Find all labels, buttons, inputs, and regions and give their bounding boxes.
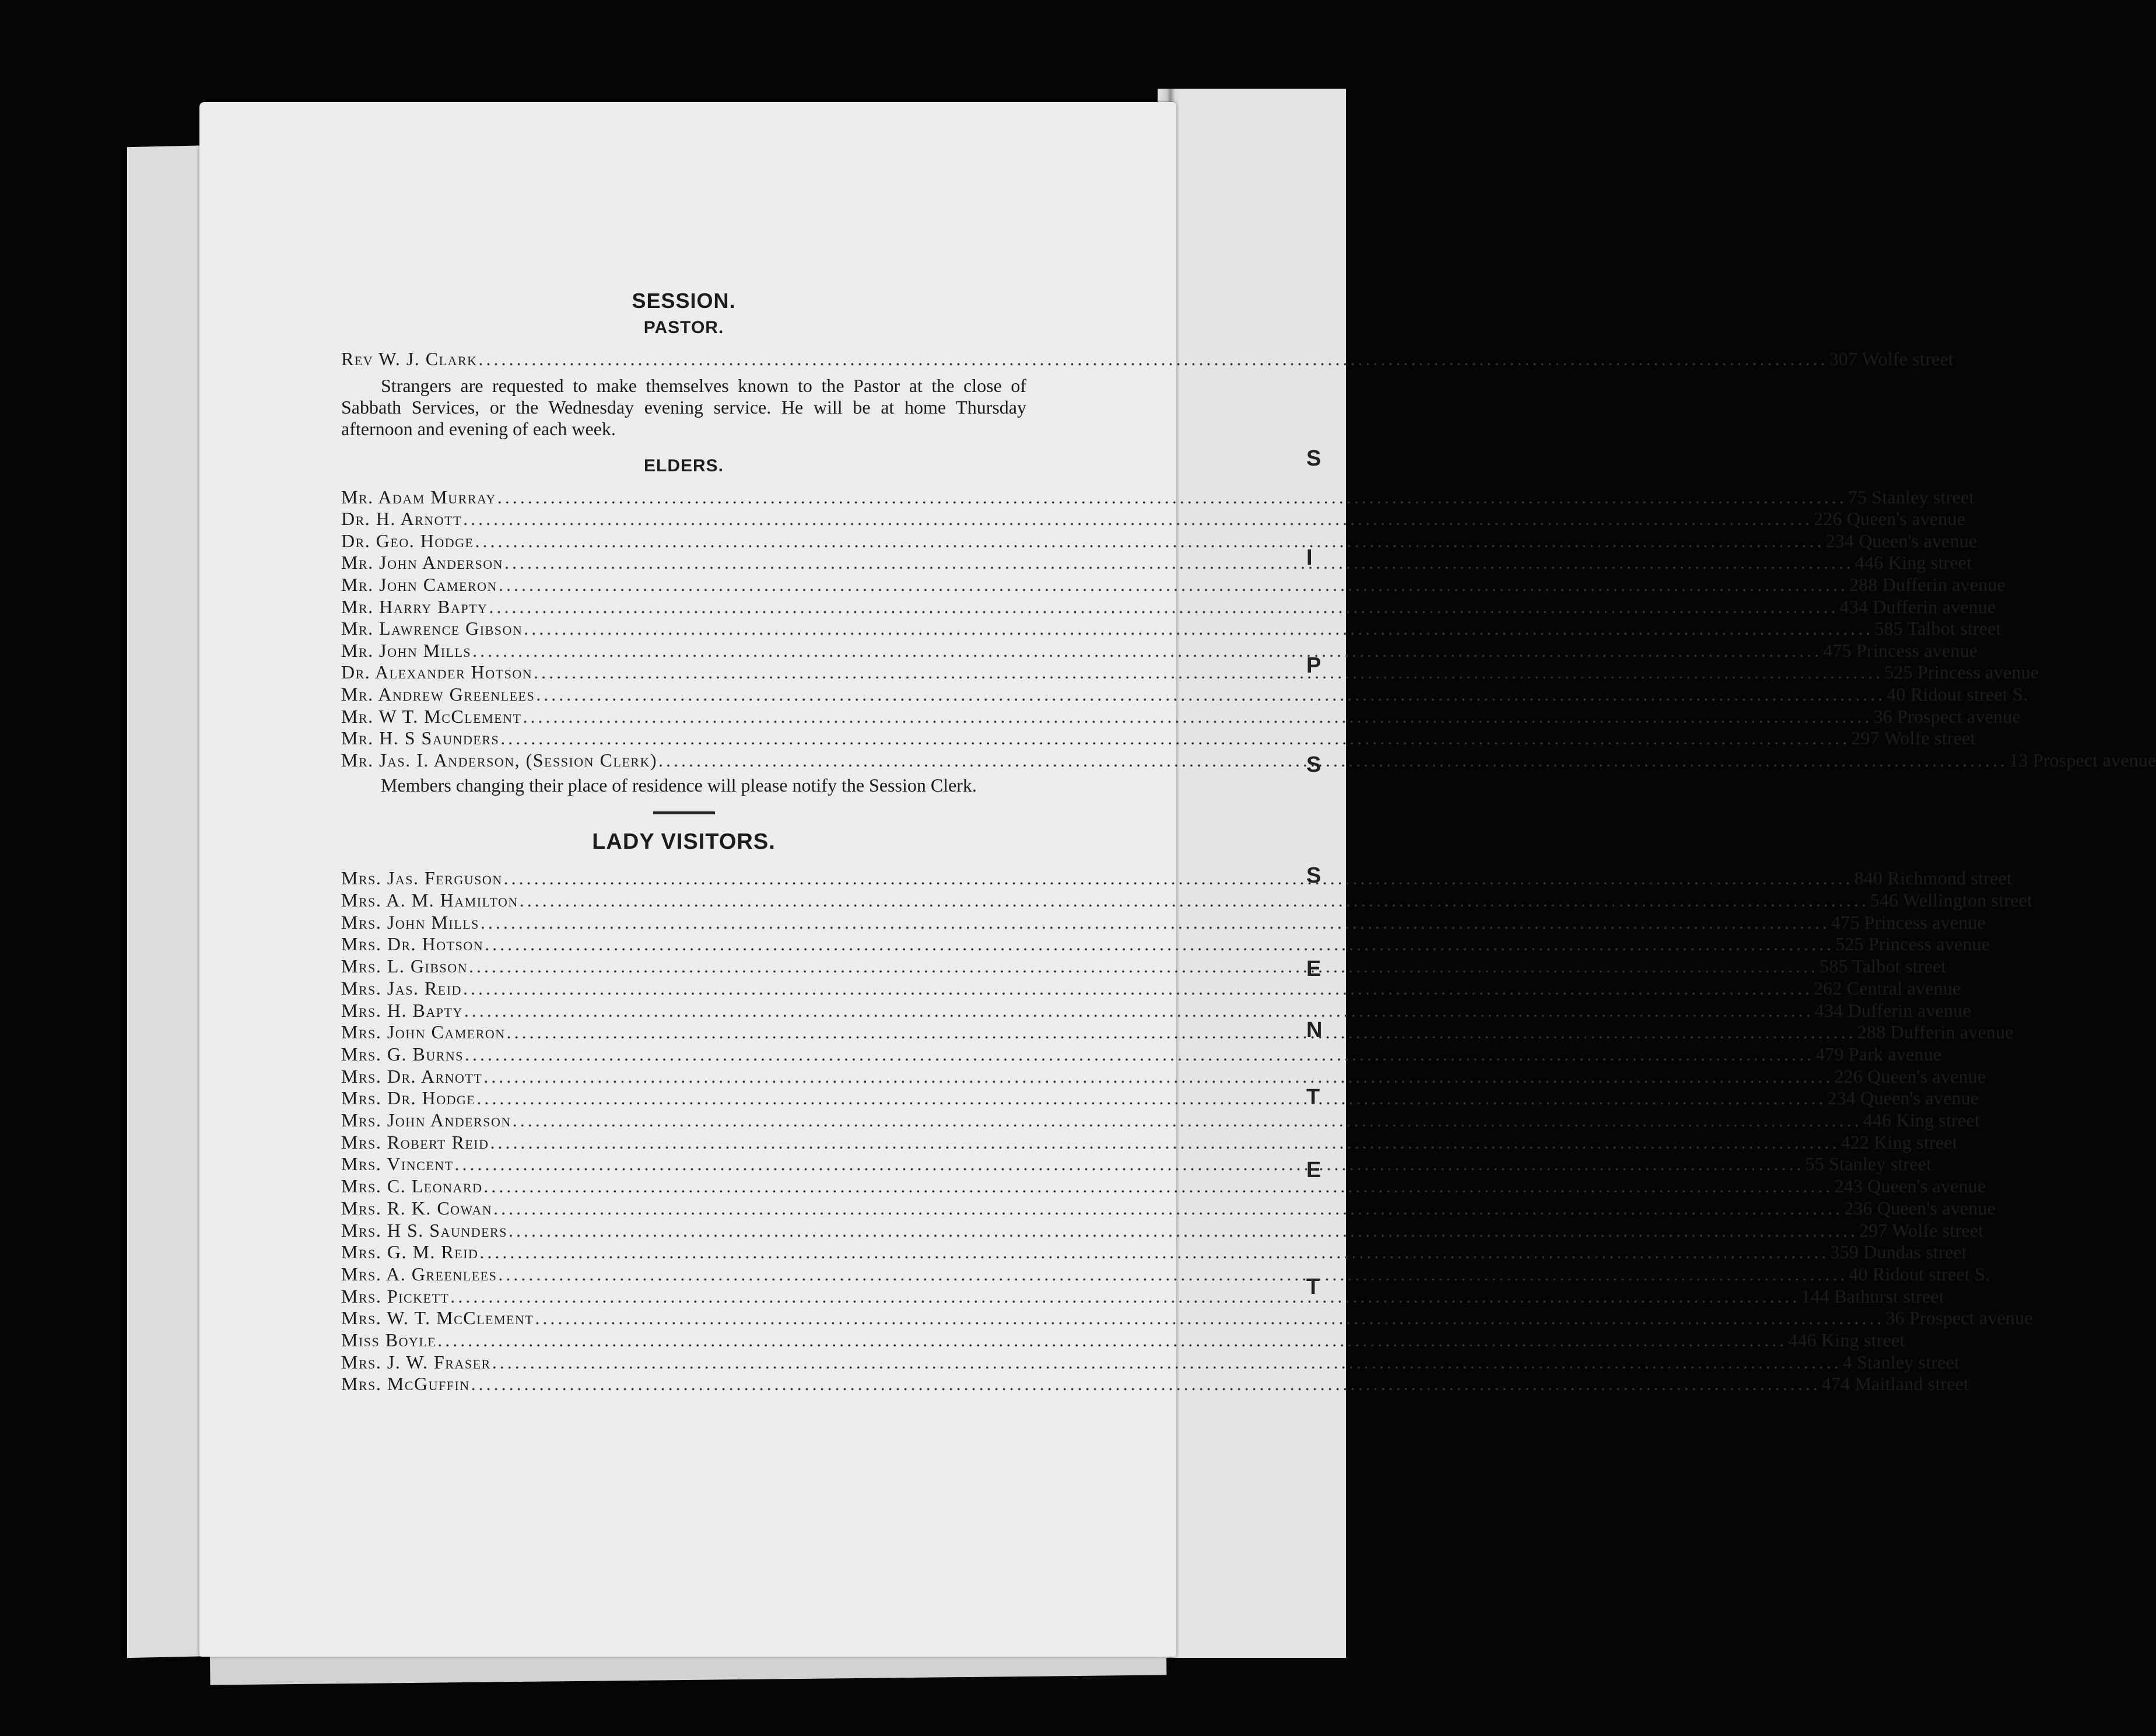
edge-letter: S bbox=[1306, 863, 1321, 888]
list-item bbox=[341, 1307, 2033, 1329]
entry-name: Mr. H. S Saunders bbox=[341, 727, 500, 749]
dot-leader bbox=[463, 978, 1813, 1000]
entry-name: Mr. John Mills bbox=[341, 639, 472, 661]
entry-name: Mrs. A. M. Hamilton bbox=[341, 890, 518, 911]
edge-letter: I bbox=[1306, 545, 1313, 570]
entry-address: 40 Ridout street S. bbox=[1887, 683, 2028, 705]
dot-leader bbox=[489, 596, 1838, 618]
dot-leader bbox=[658, 750, 2008, 772]
entry-name: Mrs. John Anderson bbox=[341, 1110, 511, 1131]
entry-address: 475 Princess avenue bbox=[1823, 639, 1978, 661]
dot-leader bbox=[471, 1373, 1821, 1395]
entry-name: Mrs. Pickett bbox=[341, 1285, 450, 1307]
dot-leader bbox=[492, 1352, 1842, 1374]
entry-address: 297 Wolfe street bbox=[1851, 727, 1976, 749]
edge-letter: E bbox=[1306, 957, 1321, 981]
entry-name: Mrs. C. Leonard bbox=[341, 1175, 483, 1197]
session-heading: SESSION. bbox=[632, 289, 736, 313]
pastor-note: Strangers are requested to make themselves known to the Pastor at the close of Sabbath Services, or the Wednesday evening service. He will be at home Thursday afternoon and evening of each week. bbox=[341, 374, 1026, 439]
entry-name: Mr. John Anderson bbox=[341, 552, 503, 573]
entry-name: Mrs. John Cameron bbox=[341, 1021, 506, 1043]
dot-leader bbox=[499, 574, 1848, 596]
list-item bbox=[341, 1373, 1969, 1395]
dot-leader bbox=[475, 530, 1824, 552]
entry-name: Mrs. Dr. Hodge bbox=[341, 1087, 476, 1109]
entry-address: 359 Dundas street bbox=[1830, 1241, 1967, 1263]
list-item bbox=[341, 956, 1947, 978]
list-item bbox=[341, 727, 1976, 750]
list-item bbox=[341, 1043, 1942, 1066]
list-item bbox=[341, 573, 2006, 596]
entry-address: 13 Prospect avenue bbox=[2009, 749, 2156, 771]
entry-name: Mrs. W. T. McClement bbox=[341, 1307, 534, 1329]
dot-leader bbox=[493, 1198, 1843, 1220]
entry-name: Miss Boyle bbox=[341, 1329, 437, 1351]
lady-visitors-list bbox=[341, 867, 2033, 1395]
entry-address: 144 Bathurst street bbox=[1801, 1285, 1944, 1307]
entry-name: Dr. H. Arnott bbox=[341, 508, 462, 530]
entry-name: Mrs. G. Burns bbox=[341, 1043, 464, 1065]
dot-leader bbox=[469, 956, 1818, 978]
dot-leader bbox=[507, 1021, 1856, 1044]
list-item bbox=[341, 618, 2001, 640]
entry-address: 479 Park avenue bbox=[1815, 1043, 1942, 1065]
entry-name: Mr. Andrew Greenlees bbox=[341, 683, 535, 705]
entry-name: Mr. W T. McClement bbox=[341, 705, 522, 727]
entry-address: 422 King street bbox=[1841, 1131, 1958, 1153]
dot-leader bbox=[463, 508, 1813, 530]
entry-address: 36 Prospect avenue bbox=[1873, 705, 2021, 727]
elders-list bbox=[341, 486, 2156, 772]
entry-name: Mrs. L. Gibson bbox=[341, 956, 468, 977]
edge-letter: N bbox=[1306, 1018, 1323, 1042]
dot-leader bbox=[534, 662, 1883, 684]
entry-name: Dr. Geo. Hodge bbox=[341, 530, 474, 551]
list-item bbox=[341, 508, 1966, 530]
list-item bbox=[341, 933, 1990, 956]
entry-name: Mrs. Jas. Reid bbox=[341, 977, 462, 999]
dot-leader bbox=[455, 1153, 1804, 1175]
list-item bbox=[341, 999, 1971, 1022]
entry-address: 525 Princess avenue bbox=[1884, 662, 2039, 683]
entry-address: 840 Richmond street bbox=[1854, 867, 2013, 889]
entry-address: 546 Wellington street bbox=[1870, 890, 2033, 911]
list-item bbox=[341, 867, 2013, 890]
entry-name: Mrs. Robert Reid bbox=[341, 1131, 489, 1153]
dot-leader bbox=[524, 618, 1873, 640]
entry-address: 262 Central avenue bbox=[1813, 977, 1961, 999]
entry-name: Mrs. A. Greenlees bbox=[341, 1263, 497, 1284]
entry-name: Mrs. John Mills bbox=[341, 911, 479, 933]
dot-leader bbox=[504, 552, 1854, 574]
dot-leader bbox=[498, 1264, 1848, 1286]
dot-leader bbox=[523, 706, 1872, 728]
entry-address: 434 Dufferin avenue bbox=[1814, 999, 1971, 1021]
list-item bbox=[341, 977, 1961, 1000]
dot-leader bbox=[472, 640, 1822, 662]
list-item bbox=[341, 1021, 2014, 1044]
list-item bbox=[341, 639, 1978, 662]
page-content bbox=[341, 289, 2156, 1395]
elders-note: Members changing their place of residence will please notify the Session Clerk. bbox=[381, 775, 977, 796]
list-item bbox=[341, 1219, 1984, 1242]
dot-leader bbox=[464, 1000, 1814, 1022]
list-item bbox=[341, 1351, 1960, 1374]
entry-address: 55 Stanley street bbox=[1805, 1153, 1932, 1175]
edge-letter: S bbox=[1306, 446, 1321, 471]
list-item bbox=[341, 683, 2028, 706]
dot-leader bbox=[490, 1132, 1840, 1154]
entry-address: 234 Queen's avenue bbox=[1825, 530, 1978, 551]
list-item bbox=[341, 1241, 1967, 1264]
entry-name: Mrs. Jas. Ferguson bbox=[341, 867, 503, 889]
list-item bbox=[341, 1285, 1944, 1308]
dot-leader bbox=[479, 1241, 1829, 1264]
dot-leader bbox=[481, 912, 1830, 934]
entry-address: 307 Wolfe street bbox=[1829, 348, 1954, 369]
list-item bbox=[341, 1197, 1996, 1220]
pastor-heading: PASTOR. bbox=[643, 318, 724, 337]
dot-leader bbox=[497, 487, 1847, 509]
entry-address: 297 Wolfe street bbox=[1859, 1219, 1984, 1241]
list-item bbox=[341, 552, 1972, 574]
edge-letter: T bbox=[1306, 1085, 1320, 1110]
dot-leader bbox=[509, 1220, 1858, 1242]
dot-leader bbox=[479, 348, 1828, 370]
dot-leader bbox=[450, 1286, 1800, 1308]
dot-leader bbox=[483, 1066, 1833, 1088]
entry-address: 40 Ridout street S. bbox=[1849, 1263, 1990, 1284]
entry-address: 4 Stanley street bbox=[1842, 1351, 1960, 1373]
entry-name: Mrs. G. M. Reid bbox=[341, 1241, 479, 1263]
list-item bbox=[341, 486, 1975, 509]
edge-letter: E bbox=[1306, 1158, 1321, 1182]
entry-address: 474 Maitland street bbox=[1821, 1373, 1969, 1395]
dot-leader bbox=[465, 1044, 1814, 1066]
list-item bbox=[341, 530, 1978, 552]
dot-leader bbox=[513, 1110, 1862, 1132]
entry-name: Rev W. J. Clark bbox=[341, 348, 478, 369]
list-item bbox=[341, 705, 2021, 728]
list-item bbox=[341, 1065, 1986, 1088]
edge-letter: P bbox=[1306, 653, 1321, 678]
list-item bbox=[341, 1263, 1990, 1286]
dot-leader bbox=[500, 727, 1850, 750]
dot-leader bbox=[485, 933, 1834, 956]
list-item bbox=[341, 1175, 1986, 1198]
entry-name: Mrs. R. K. Cowan bbox=[341, 1197, 493, 1219]
entry-address: 446 King street bbox=[1788, 1329, 1905, 1351]
entry-name: Mrs. H S. Saunders bbox=[341, 1219, 507, 1241]
entry-address: 446 King street bbox=[1863, 1110, 1980, 1131]
list-item bbox=[341, 890, 2033, 912]
entry-address: 446 King street bbox=[1855, 552, 1972, 573]
dot-leader bbox=[476, 1087, 1826, 1110]
entry-name: Mr. Harry Bapty bbox=[341, 596, 488, 617]
entry-address: 226 Queen's avenue bbox=[1834, 1065, 1986, 1087]
dot-leader bbox=[483, 1175, 1833, 1198]
entry-address: 525 Princess avenue bbox=[1835, 933, 1990, 955]
entry-address: 75 Stanley street bbox=[1848, 486, 1975, 508]
list-item bbox=[341, 1110, 1980, 1132]
entry-name: Mr. Jas. I. Anderson, (Session Clerk) bbox=[341, 749, 658, 771]
entry-address: 585 Talbot street bbox=[1820, 956, 1947, 977]
entry-address: 234 Queen's avenue bbox=[1827, 1087, 1979, 1109]
entry-address: 243 Queen's avenue bbox=[1834, 1175, 1986, 1197]
entry-address: 585 Talbot street bbox=[1874, 618, 2001, 639]
entry-address: 288 Dufferin avenue bbox=[1849, 573, 2006, 595]
elders-heading: ELDERS. bbox=[643, 456, 724, 475]
edge-letter: T bbox=[1306, 1275, 1320, 1299]
list-item bbox=[341, 1329, 1905, 1352]
list-item bbox=[341, 596, 1996, 618]
entry-name: Mr. John Cameron bbox=[341, 573, 497, 595]
entry-name: Mrs. J. W. Fraser bbox=[341, 1351, 491, 1373]
list-item bbox=[341, 1153, 1932, 1175]
entry-address: 434 Dufferin avenue bbox=[1839, 596, 1996, 617]
edge-letter: S bbox=[1306, 752, 1321, 777]
entry-address: 236 Queen's avenue bbox=[1844, 1197, 1996, 1219]
list-item bbox=[341, 1131, 1958, 1154]
entry-address: 288 Dufferin avenue bbox=[1857, 1021, 2014, 1043]
entry-address: 475 Princess avenue bbox=[1831, 911, 1986, 933]
dot-leader bbox=[535, 1307, 1884, 1329]
lady-visitors-heading: LADY VISITORS. bbox=[592, 830, 776, 855]
entry-name: Mrs. Dr. Hotson bbox=[341, 933, 484, 955]
entry-address: 226 Queen's avenue bbox=[1814, 508, 1966, 530]
list-item bbox=[341, 1087, 1979, 1110]
list-item bbox=[341, 662, 2039, 684]
list-item bbox=[341, 911, 1986, 934]
entry-name: Mr. Adam Murray bbox=[341, 486, 496, 508]
pastor-entry bbox=[341, 348, 1954, 370]
entry-name: Mrs. Dr. Arnott bbox=[341, 1065, 483, 1087]
entry-name: Dr. Alexander Hotson bbox=[341, 662, 533, 683]
dot-leader bbox=[536, 684, 1885, 706]
list-item bbox=[341, 749, 2156, 772]
dot-leader bbox=[437, 1329, 1787, 1352]
section-divider bbox=[653, 811, 715, 814]
dot-leader bbox=[504, 867, 1853, 890]
entry-name: Mrs. H. Bapty bbox=[341, 999, 463, 1021]
dot-leader bbox=[520, 890, 1869, 912]
entry-name: Mrs. McGuffin bbox=[341, 1373, 470, 1395]
entry-name: Mrs. Vincent bbox=[341, 1153, 454, 1175]
entry-address: 36 Prospect avenue bbox=[1885, 1307, 2033, 1329]
entry-name: Mr. Lawrence Gibson bbox=[341, 618, 523, 639]
